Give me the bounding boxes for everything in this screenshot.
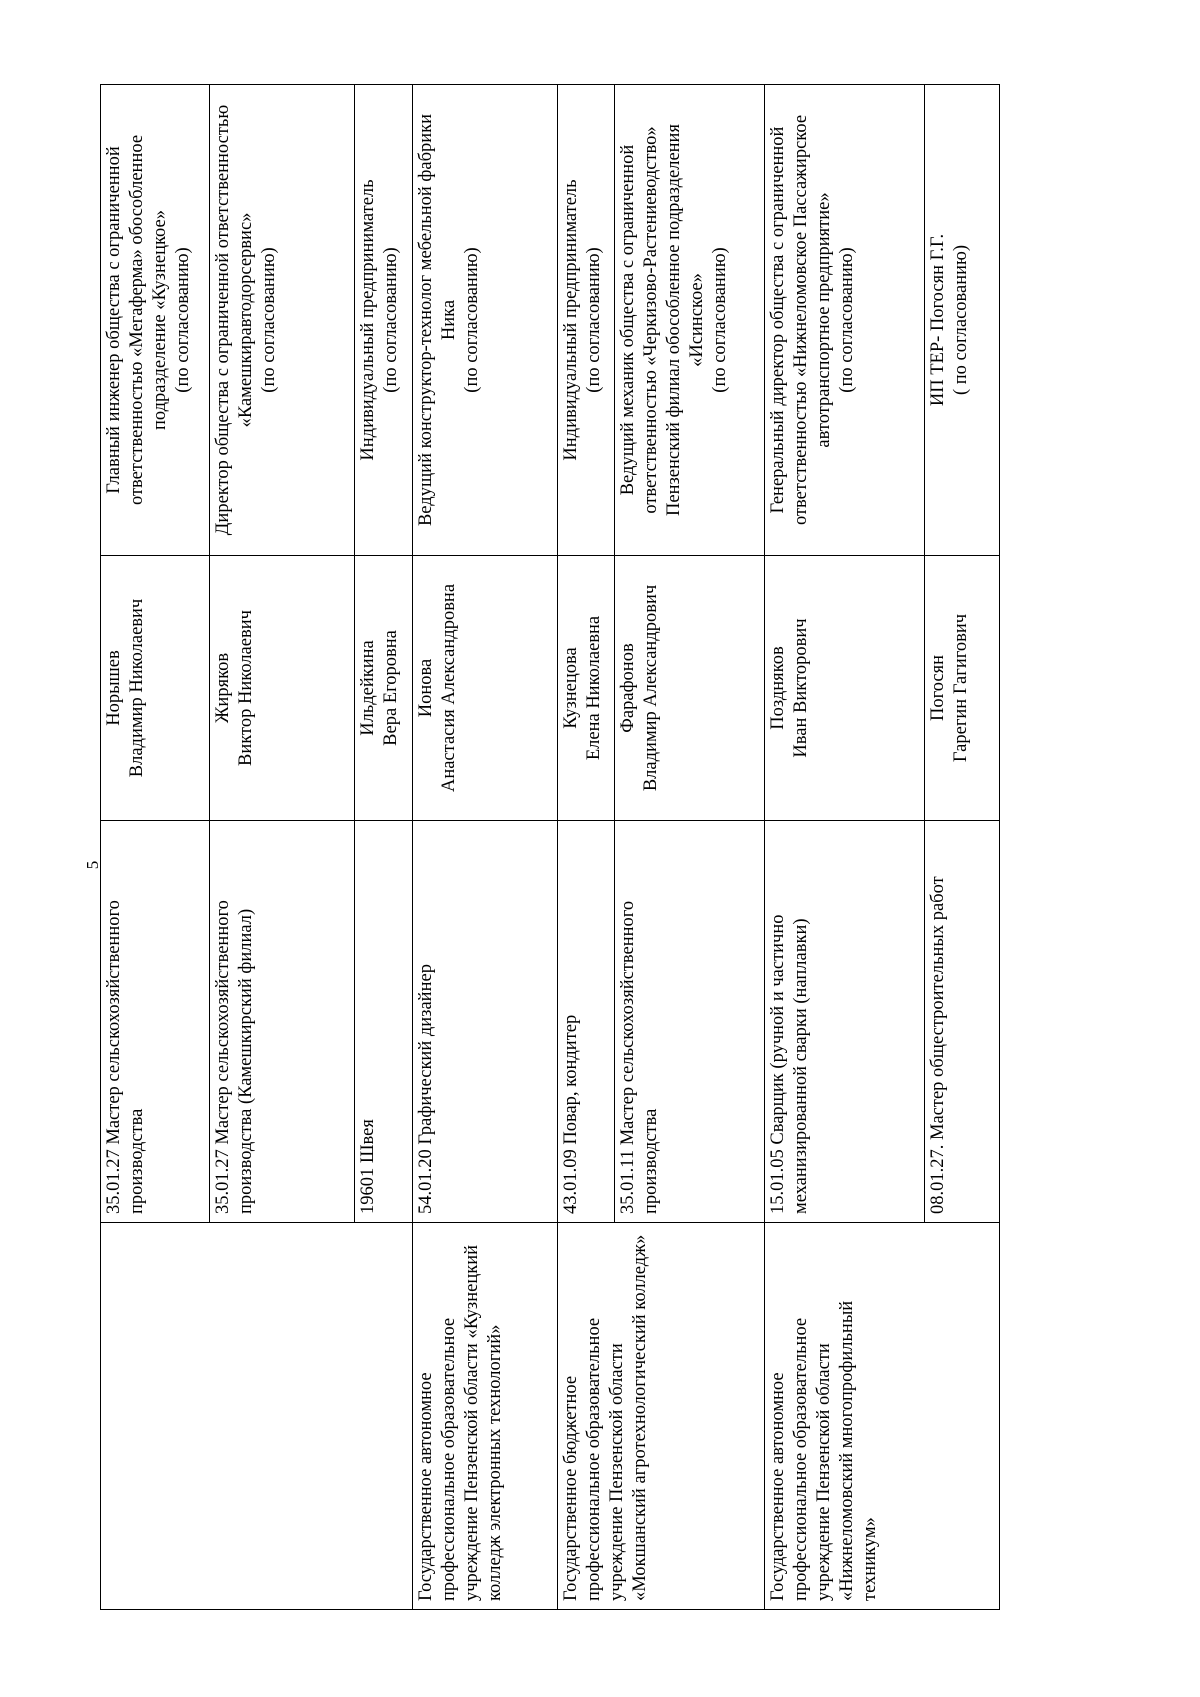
organization-cell: Государственное бюджетное профессиональное образовательное учреждение Пензенской области «Мокшанский агротехнологический колледж» (558, 1223, 764, 1610)
specialty-cell: 19601 Швея (355, 821, 412, 1223)
position-cell: ИП ТЕР- Погосян Г.Г. ( по согласованию) (924, 85, 999, 556)
organization-cell: Государственное автономное профессиональное образовательное учреждение Пензенской области «Нижнеломовский многопрофильный техникум» (764, 1223, 999, 1610)
name-cell: Ионова Анастасия Александровна (412, 556, 558, 821)
table-row (412, 85, 558, 1610)
page-number: 5 (83, 860, 102, 870)
name-cell: Погосян Гарегин Гагигович (924, 556, 999, 821)
organization-cell: Государственное автономное профессиональное образовательное учреждение Пензенской области «Кузнецкий колледж электронных технологий» (412, 1223, 558, 1610)
position-cell: Генеральный директор общества с ограниченной ответственностью «Нижнеломовское Пассажирское автотранспортное предприятие» (по согласованию) (764, 85, 924, 556)
specialty-cell: 35.01.27 Мастер сельскохозяйственного производства (101, 821, 210, 1223)
position-cell: Директор общества с ограниченной ответственностью «Камешкиравтодорсервис» (по согласованию) (209, 85, 355, 556)
table-row (101, 85, 210, 1610)
organization-cell (101, 1223, 413, 1610)
name-cell: Жиряков Виктор Николаевич (209, 556, 355, 821)
position-cell: Главный инженер общества с ограниченной ответственностью «Мегаферма» обособленное подразделение «Кузнецкое» (по согласованию) (101, 85, 210, 556)
position-cell: Ведущий конструктор-технолог мебельной фабрики Ника (по согласованию) (412, 85, 558, 556)
specialty-cell: 35.01.27 Мастер сельскохозяйственного производства (Камешкирский филиал) (209, 821, 355, 1223)
table-row (764, 85, 924, 1610)
rotated-table-wrapper (100, 85, 1000, 1610)
position-cell: Индивидуальный предприниматель (по согласованию) (355, 85, 412, 556)
specialty-cell: 08.01.27. Мастер общестроительных работ (924, 821, 999, 1223)
specialty-cell: 43.01.09 Повар, кондитер (558, 821, 615, 1223)
position-cell: Индивидуальный предприниматель (по согласованию) (558, 85, 615, 556)
name-cell: Кузнецова Елена Николаевна (558, 556, 615, 821)
position-cell: Ведущий механик общества с ограниченной ответственностью «Черкизово-Растениеводство» Пензенский филиал обособленное подразделения «Исинское» (по согласованию) (615, 85, 764, 556)
commission-table (100, 84, 1000, 1610)
specialty-cell: 15.01.05 Сварщик (ручной и частично механизированной сварки (наплавки) (764, 821, 924, 1223)
name-cell: Норышев Владимир Николаевич (101, 556, 210, 821)
specialty-cell: 35.01.11 Мастер сельскохозяйственного производства (615, 821, 764, 1223)
name-cell: Поздняков Иван Викторович (764, 556, 924, 821)
name-cell: Фарафонов Владимир Александрович (615, 556, 764, 821)
specialty-cell: 54.01.20 Графический дизайнер (412, 821, 558, 1223)
name-cell: Ильдейкина Вера Егоровна (355, 556, 412, 821)
table-row (558, 85, 615, 1610)
